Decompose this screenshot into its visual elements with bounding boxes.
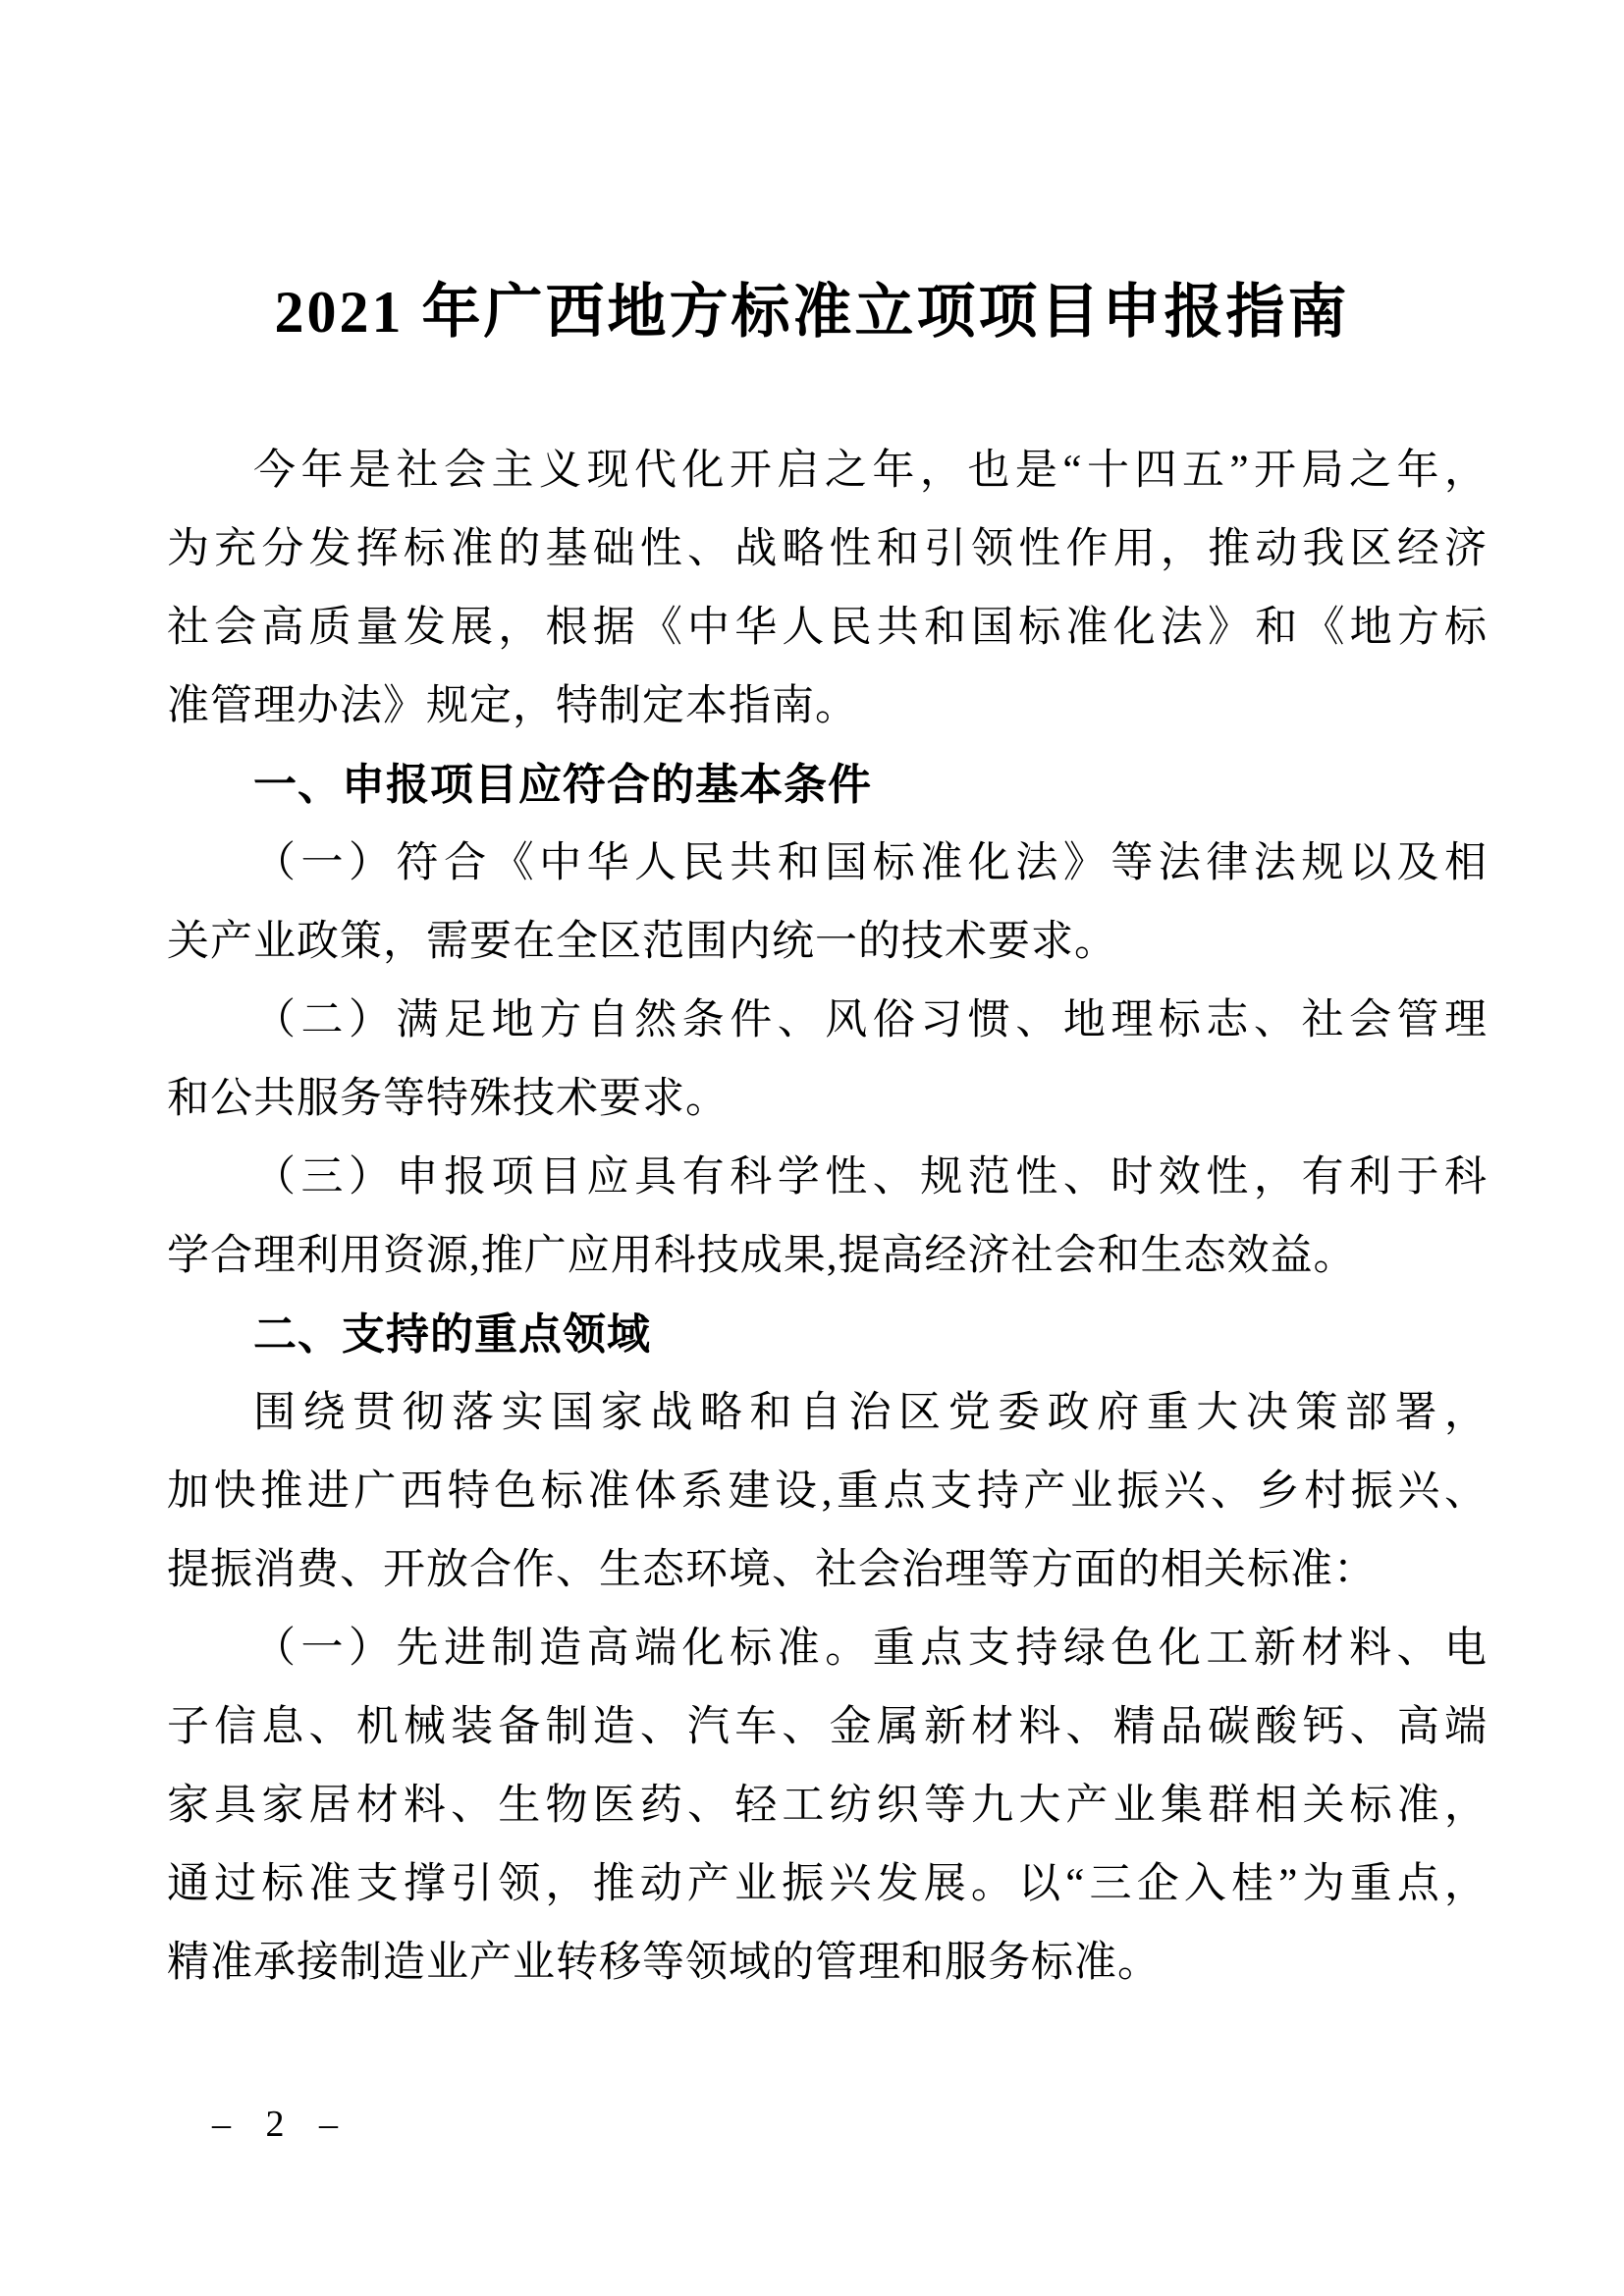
paragraph-key-areas — [167, 1374, 1488, 1610]
document-title: 2021 年广西地方标准立项项目申报指南 — [274, 280, 1350, 345]
heading-line: 一、申报项目应符合的基本条件 — [253, 761, 872, 809]
text-line: 围绕贯彻落实国家战略和自治区党委政府重大决策部署， — [253, 1390, 1488, 1436]
document-body — [167, 432, 1488, 2002]
text-line: （一）先进制造高端化标准。重点支持绿色化工新材料、电 — [253, 1626, 1488, 1672]
text-line: 社会高质量发展，根据《中华人民共和国标准化法》和《地方标 — [167, 605, 1488, 651]
text-line: 准管理办法》规定，特制定本指南。 — [167, 683, 858, 729]
paragraph-manufacturing — [167, 1610, 1488, 2002]
text-line: 通过标准支撑引领，推动产业振兴发展。以“三企入桂”为重点， — [167, 1861, 1488, 1907]
heading-line: 二、支持的重点领域 — [253, 1310, 651, 1359]
page-number: – 2 – — [212, 2104, 340, 2145]
section-heading-2 — [167, 1296, 1488, 1374]
text-line: 精准承接制造业产业转移等领域的管理和服务标准。 — [167, 1940, 1161, 1986]
text-line: 加快推进广西特色标准体系建设,重点支持产业振兴、乡村振兴、 — [167, 1468, 1488, 1515]
section-heading-1 — [167, 746, 1488, 825]
text-line: 为充分发挥标准的基础性、战略性和引领性作用，推动我区经济 — [167, 526, 1488, 572]
text-line: 学合理利用资源,推广应用科技成果,提高经济社会和生态效益。 — [167, 1233, 1357, 1279]
text-line: 家具家居材料、生物医药、轻工纺织等九大产业集群相关标准， — [167, 1783, 1488, 1829]
paragraph-condition-1 — [167, 825, 1488, 982]
paragraph-intro — [167, 432, 1488, 746]
text-line: 子信息、机械装备制造、汽车、金属新材料、精品碳酸钙、高端 — [167, 1704, 1488, 1750]
text-line: （一）符合《中华人民共和国标准化法》等法律法规以及相 — [253, 840, 1488, 886]
text-line: （二）满足地方自然条件、风俗习惯、地理标志、社会管理 — [253, 997, 1488, 1043]
paragraph-condition-2 — [167, 982, 1488, 1139]
paragraph-condition-3 — [167, 1139, 1488, 1296]
text-line: 提振消费、开放合作、生态环境、社会治理等方面的相关标准： — [167, 1547, 1377, 1593]
text-line: 和公共服务等特殊技术要求。 — [167, 1076, 729, 1122]
text-line: （三）申报项目应具有科学性、规范性、时效性，有利于科 — [253, 1154, 1488, 1201]
text-line: 今年是社会主义现代化开启之年，也是“十四五”开局之年， — [253, 448, 1488, 494]
text-line: 关产业政策，需要在全区范围内统一的技术要求。 — [167, 919, 1117, 965]
